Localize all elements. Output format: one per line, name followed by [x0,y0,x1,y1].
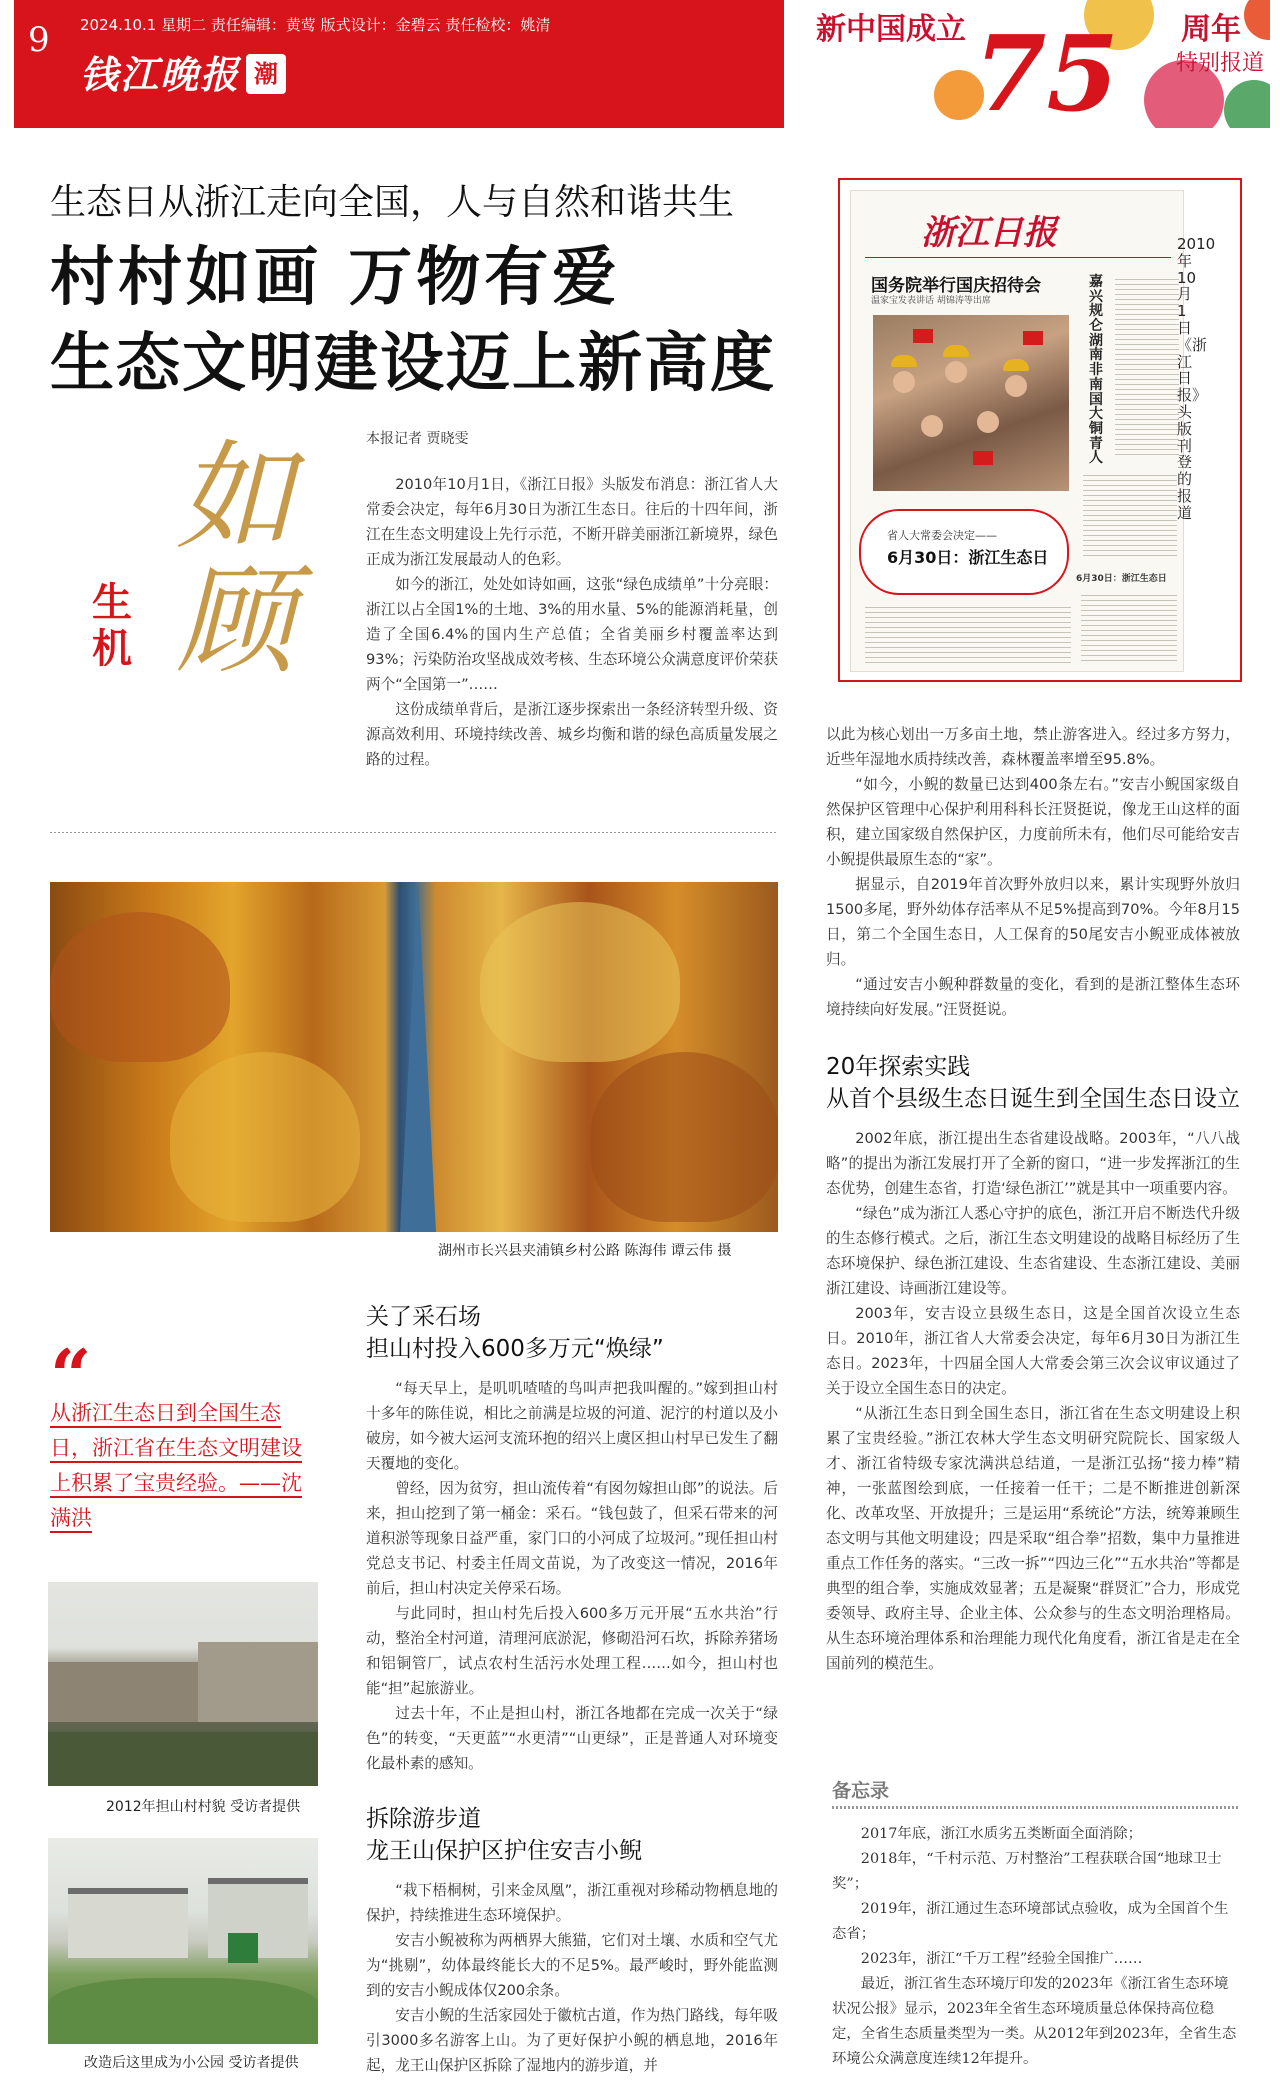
house-shape [48,1662,208,1722]
pull-quote: 从浙江生态日到全国生态日，浙江省在生态文明建设上积累了宝贵经验。——沈满洪 [50,1401,302,1530]
clipping-text-block [1081,591,1177,663]
chao-app-logo: 潮 [246,54,286,94]
calligraphy-small-text: 生机 [92,580,132,672]
memo-item: 2017年底，浙江水质劣五类断面全面消除； [860,1826,1143,1842]
section1-subtitle: 担山村投入600多万元“焕绿” [366,1336,664,1362]
main-photo-caption: 湖州市长兴县夹浦镇乡村公路 陈海伟 谭云伟 摄 [438,1243,732,1259]
house-shape [68,1888,188,1958]
callout-kicker: 省人大常委会决定—— [887,529,997,542]
banner-special-report: 特别报道 [1176,51,1265,76]
section2-subtitle: 龙王山保护区护住安吉小鲵 [366,1838,642,1864]
clipping-caption: 2010年10月1日《浙江日报》头版刊登的报道 [1177,235,1216,522]
paragraph: “每天早上，是叽叽喳喳的鸟叫声把我叫醒的。”嫁到担山村十多年的陈佳说，相比之前满是垃圾的河道、泥泞的村道以及小破房，如今被大运河支流环抱的绍兴上虞区担山村早已发生了翻天覆地的变化。 [366,1380,778,1472]
paragraph: 与此同时，担山村先后投入600多万元开展“五水共治”行动，整治全村河道，清理河底淤泥，修砌沿河石坎，拆除养猪场和铝铜管厂，试点农村生活污水处理工程……如今，担山村也能“担”起旅游业。 [366,1605,778,1697]
newspaper-logo: 钱江晚报 [80,52,241,97]
old-photo-caption: 2012年担山村村貌 受访者提供 [106,1799,301,1815]
page-header [14,0,1270,128]
paragraph: 安吉小鲵被称为两栖界大熊猫，它们对土壤、水质和空气尤为“挑剔”，幼体最终能长大的不足5%。最严峻时，野外能监测到的安吉小鲵成体仅200余条。 [366,1932,778,1999]
face-shape [945,361,967,383]
park-now-photo [48,1838,318,2044]
memo-item: 2023年，浙江“千万工程”经验全国推广…… [860,1951,1143,1967]
anniversary-banner [784,0,1270,128]
section2-text [366,1878,778,2078]
clipping-side-note: 6月30日：浙江生态日 [1076,574,1167,584]
memo-item: 最近，浙江省生态环境厅印发的2023年《浙江省生态环境状况公报》显示，2023年全省生态环境质量总体保持高位稳定，全省生态质量类型为一类。从2012年到2023年，全省生态环境公众满意度连续12年提升。 [832,1976,1237,2067]
face-shape [921,415,943,437]
paragraph: 这份成绩单背后，是浙江逐步探索出一条经济转型升级、资源高效利用、环境持续改善、城乡均衡和谐的绿色高质量发展之路的过程。 [366,701,778,768]
paragraph: “如今，小鲵的数量已达到400条左右。”安吉小鲵国家级自然保护区管理中心保护利用科科长汪贤挺说，像龙王山这样的面积，建立国家级自然保护区，力度前所未有，他们尽可能给安吉小鲵提供最原生态的“家”。 [826,776,1240,868]
memo-title: 备忘录 [832,1780,890,1802]
paragraph: “栽下梧桐树，引来金凤凰”，浙江重视对珍稀动物栖息地的保护，持续推进生态环境保护。 [366,1882,778,1924]
clipping-photo [873,315,1069,491]
paragraph: 2010年10月1日，《浙江日报》头版发布消息：浙江省人大常委会决定，每年6月30日为浙江生态日。往后的十四年间，浙江在生态文明建设上先行示范，不断开辟美丽浙江新境界，绿色正成为浙江发展最动人的色彩。 [366,476,778,568]
tree-canopy [480,902,680,1062]
editor-meta-line: 2024.10.1 星期二 责任编辑：黄莺 版式设计：金碧云 责任检校：姚清 [80,16,551,34]
banner-year: 周年 [1181,12,1241,47]
article-kicker: 生态日从浙江走向全国，人与自然和谐共生 [50,182,735,223]
paragraph: 安吉小鲵的生活家园处于徽杭古道，作为热门路线，每年吸引3000多名游客上山。为了更好保护小鲵的栖息地，2016年起，龙王山保护区拆除了湿地内的游步道，并 [366,2007,778,2074]
article-title-line1: 村村如画 万物有爱 [50,241,621,315]
face-shape [977,411,999,433]
intro-text [366,472,778,772]
ground-shape [48,1732,318,1786]
paragraph: 过去十年，不止是担山村，浙江各地都在完成一次关于“绿色”的转变，“天更蓝”“水更清”“山更绿”，正是普通人对环境变化最朴素的感知。 [366,1705,778,1772]
flag-shape [973,451,993,465]
new-photo-caption: 改造后这里成为小公园 受访者提供 [84,2055,299,2071]
quote-icon: “ [50,1333,92,1418]
clipping-vertical-headline: 嘉兴规仑湖南非南国大铜青人 [1089,274,1103,467]
clipping-headline: 国务院举行国庆招待会 [871,276,1041,296]
section-divider [50,832,778,833]
face-shape [1005,375,1027,397]
memo-item: 2019年，浙江通过生态环境部试点验收，成为全国首个生态省； [832,1901,1229,1942]
clipping-text-block [1115,275,1179,455]
anniversary-number: 75 [974,12,1119,128]
paragraph: “绿色”成为浙江人悉心守护的底色，浙江开启不断迭代升级的生态修行模式。之后，浙江生态文明建设的战略目标经历了生态环境保护、绿色浙江建设、生态省建设、生态浙江建设、美丽浙江建设、诗画浙江建设等。 [826,1205,1240,1297]
village-2012-photo [48,1582,318,1786]
article-title-line2: 生态文明建设迈上新高度 [50,327,776,401]
tree-canopy [170,1052,360,1222]
clipping-highlight-callout [859,509,1069,595]
house-shape [198,1642,318,1722]
section3-subtitle: 从首个县级生态日诞生到全国生态日设立 [826,1086,1240,1112]
flower-decoration [1244,0,1270,40]
sign-shape [228,1933,258,1963]
paragraph: 曾经，因为贫穷，担山流传着“有囡勿嫁担山郎”的说法。后来，担山挖到了第一桶金：采石。“钱包鼓了，但采石带来的河道积淤等现象日益严重，家门口的小河成了垃圾河。”现任担山村党总支书记、村委主任周文苗说，为了改变这一情况，2016年前后，担山村决定关停采石场。 [366,1480,778,1597]
hat-shape [943,345,969,357]
road-shape [400,882,436,1232]
flag-shape [1023,331,1043,345]
section2-continued-text [826,722,1240,1022]
section1-title: 关了采石场 [366,1304,481,1330]
section2-title: 拆除游步道 [366,1806,481,1832]
face-shape [893,371,915,393]
paragraph: “通过安吉小鲵种群数量的变化，看到的是浙江整体生态环境持续向好发展。”汪贤挺说。 [826,976,1240,1018]
paragraph: 如今的浙江，处处如诗如画，这张“绿色成绩单”十分亮眼：浙江以占全国1%的土地、3%的用水量、5%的能源消耗量，创造了全国6.4%的国内生产总值；全省美丽乡村覆盖率达到93%；污染防治攻坚战成效考核、生态环境公众满意度评价荣获两个“全国第一”…… [366,576,778,693]
calligraphy-artwork: 如顾 [175,428,294,690]
flower-decoration [1224,80,1270,128]
clipping-divider [865,257,1171,258]
clipping-text-block [865,603,1071,663]
memo-divider [832,1806,1240,1809]
section3-text [826,1126,1240,1676]
clipping-page [850,190,1184,672]
callout-headline: 6月30日：浙江生态日 [887,548,1049,567]
paragraph: 2003年，安吉设立县级生态日，这是全国首次设立生态日。2010年，浙江省人大常委会决定，每年6月30日为浙江生态日。2023年，十四届全国人大常委会第三次会议审议通过了关于设立全国生态日的决定。 [826,1305,1240,1397]
clipping-subline: 温家宝发表讲话 胡锦涛等出席 [871,296,991,306]
house-shape [208,1878,308,1958]
flag-shape [913,329,933,343]
autumn-road-photo [50,882,778,1232]
tree-canopy [590,1052,778,1222]
paragraph: 2002年底，浙江提出生态省建设战略。2003年，“八八战略”的提出为浙江发展打开了全新的窗口，“进一步发挥浙江的生态优势，创建生态省，打造‘绿色浙江’”就是其中一项重要内容。 [826,1130,1240,1197]
banner-title: 新中国成立 [816,12,966,47]
section1-text [366,1376,778,1776]
page-number: 9 [28,20,50,60]
memo-item: 2018年，“千村示范、万村整治”工程获联合国“地球卫士奖”； [832,1851,1222,1892]
section3-title: 20年探索实践 [826,1054,971,1080]
paragraph: 以此为核心划出一万多亩土地，禁止游客进入。经过多方努力，近些年湿地水质持续改善，森林覆盖率增至95.8%。 [826,726,1240,768]
paragraph: “从浙江生态日到全国生态日，浙江省在生态文明建设上积累了宝贵经验。”浙江农林大学生态文明研究院院长、国家级人才、浙江省特级专家沈满洪总结道，一是浙江弘扬“接力棒”精神，一张蓝图绘到底，一任接着一任干；二是不断推进创新深化、改革攻坚、开放提升；三是运用“系统论”方法，统筹兼顾生态文明与其他文明建设；四是采取“组合拳”招数，集中力量推进重点工作任务的落实。“三改一拆”“四边三化”“五水共治”等都是典型的组合拳，实施成效显著；五是凝聚“群贤汇”合力，形成党委领导、政府主导、企业主体、公众参与的生态文明治理格局。从生态环境治理体系和治理能力现代化角度看，浙江省是走在全国前列的模范生。 [826,1405,1240,1672]
memo-list [832,1822,1240,2072]
byline: 本报记者 贾晓雯 [366,431,469,447]
tree-canopy [50,912,230,1062]
clipping-text-block [1083,471,1177,559]
hat-shape [1003,359,1029,371]
hat-shape [891,355,917,367]
paragraph: 据显示，自2019年首次野外放归以来，累计实现野外放归1500多尾，野外幼体存活率从不足5%提高到70%。今年8月15日，第二个全国生态日，人工保育的50尾安吉小鲵亚成体被放归。 [826,876,1240,968]
lawn-shape [48,1978,318,2044]
clipping-masthead: 浙江日报 [921,213,1057,253]
